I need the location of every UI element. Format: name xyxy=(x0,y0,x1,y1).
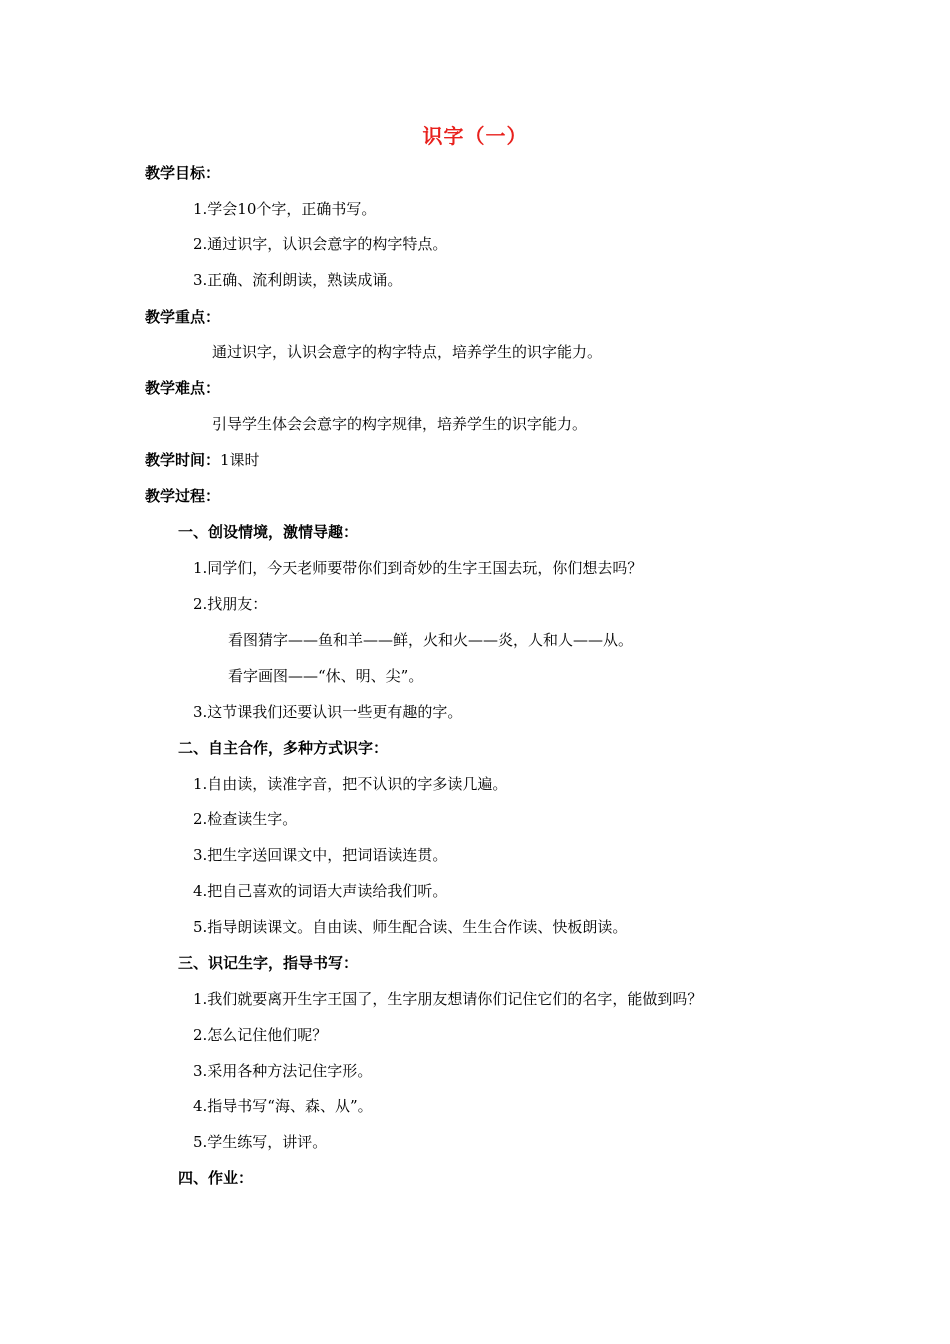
section-heading-2: 二、自主合作，多种方式识字： xyxy=(178,739,389,757)
goal-item: 1.学会10个字，正确书写。 xyxy=(193,200,377,218)
goals-heading: 教学目标： xyxy=(145,164,221,182)
time-value: 1课时 xyxy=(220,451,260,469)
focus-heading: 教学重点： xyxy=(145,308,221,326)
goal-item: 3.正确、流利朗读，熟读成诵。 xyxy=(193,271,403,289)
section-item: 2.检查读生字。 xyxy=(193,810,298,828)
section-item: 2.怎么记住他们呢？ xyxy=(193,1026,328,1044)
section-item: 2.找朋友： xyxy=(193,595,268,613)
section-item: 3.采用各种方法记住字形。 xyxy=(193,1062,373,1080)
section-heading-1: 一、创设情境，激情导趣： xyxy=(178,523,359,541)
section-item: 3.这节课我们还要认识一些更有趣的字。 xyxy=(193,703,463,721)
difficulty-text: 引导学生体会会意字的构字规律，培养学生的识字能力。 xyxy=(212,415,588,433)
section-item: 4.指导书写“海、森、从”。 xyxy=(193,1097,373,1115)
difficulty-heading: 教学难点： xyxy=(145,379,221,397)
time-heading: 教学时间： xyxy=(145,451,221,469)
section-item: 5.学生练写，讲评。 xyxy=(193,1133,328,1151)
section-item: 1.自由读，读准字音，把不认识的字多读几遍。 xyxy=(193,775,508,793)
section-subitem: 看图猜字——鱼和羊——鲜，火和火——炎，人和人——从。 xyxy=(228,631,634,649)
section-item: 3.把生字送回课文中，把词语读连贯。 xyxy=(193,846,448,864)
goal-item: 2.通过识字，认识会意字的构字特点。 xyxy=(193,235,448,253)
document-title: 识字（一） xyxy=(422,124,528,148)
section-item: 1.同学们，今天老师要带你们到奇妙的生字王国去玩，你们想去吗？ xyxy=(193,559,643,577)
focus-text: 通过识字，认识会意字的构字特点，培养学生的识字能力。 xyxy=(212,343,603,361)
section-heading-4: 四、作业： xyxy=(178,1169,254,1187)
section-subitem: 看字画图——“休、明、尖”。 xyxy=(228,667,424,685)
time-line xyxy=(145,450,260,470)
section-heading-3: 三、识记生字，指导书写： xyxy=(178,954,359,972)
section-item: 5.指导朗读课文。自由读、师生配合读、生生合作读、快板朗读。 xyxy=(193,918,628,936)
section-item: 1.我们就要离开生字王国了，生字朋友想请你们记住它们的名字，能做到吗？ xyxy=(193,990,703,1008)
process-heading: 教学过程： xyxy=(145,487,221,505)
section-item: 4.把自己喜欢的词语大声读给我们听。 xyxy=(193,882,448,900)
